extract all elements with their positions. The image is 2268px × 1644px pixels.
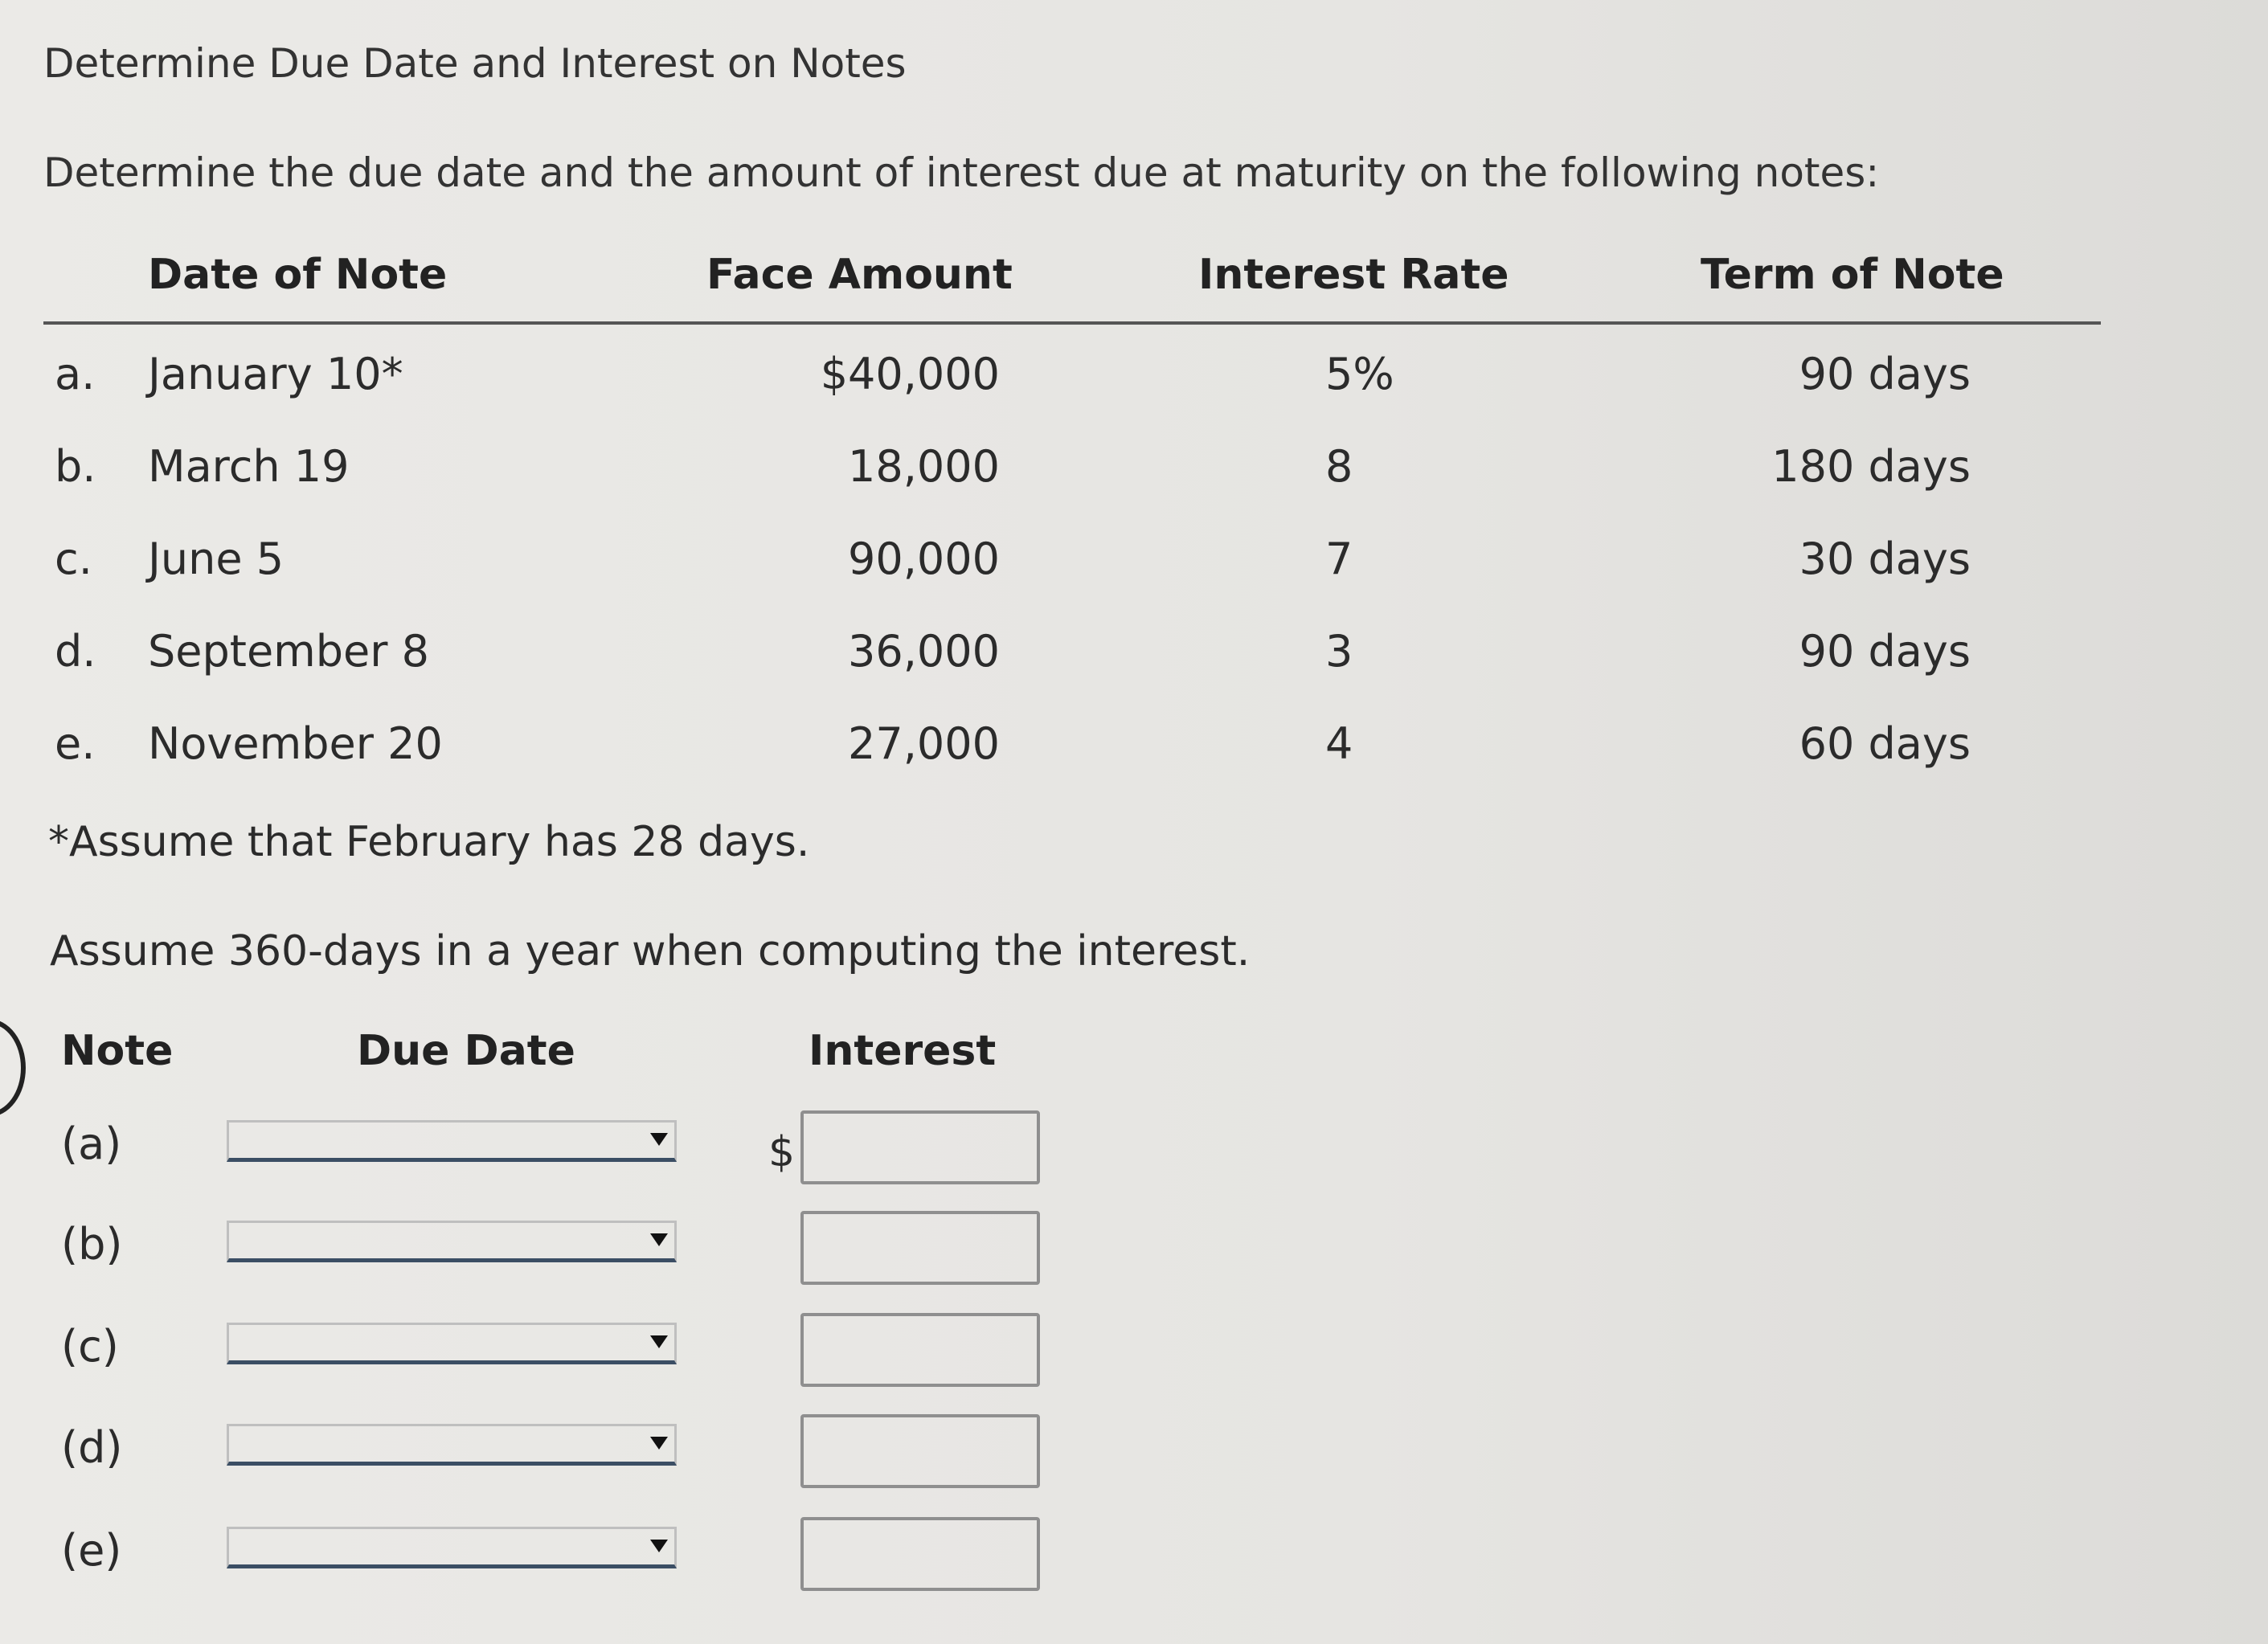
interest-input-b[interactable] — [800, 1211, 1040, 1285]
chevron-down-icon — [650, 1437, 668, 1450]
interest-rate: 7 — [1325, 534, 1353, 584]
answer-row-label: (a) — [61, 1118, 122, 1169]
row-letter: a. — [55, 349, 96, 399]
answer-row-d — [0, 1403, 1125, 1483]
row-letter: c. — [55, 534, 92, 584]
interest-rate: 3 — [1325, 626, 1353, 677]
note-term: 90 days — [1799, 626, 1971, 677]
interest-input-e[interactable] — [800, 1517, 1040, 1591]
due-date-dropdown-c[interactable] — [227, 1323, 677, 1364]
footnote: *Assume that February has 28 days. — [48, 818, 810, 866]
header-interest: Interest — [809, 1027, 997, 1075]
answer-row-a — [0, 1099, 1125, 1180]
table-row — [43, 509, 2101, 602]
answer-row-b — [0, 1200, 1125, 1280]
header-term-of-note: Term of Note — [1701, 251, 2004, 299]
note-date: November 20 — [148, 718, 443, 769]
note-term: 90 days — [1799, 349, 1971, 399]
due-date-dropdown-d[interactable] — [227, 1424, 677, 1466]
table-row — [43, 325, 2101, 417]
chevron-down-icon — [650, 1540, 668, 1552]
note-term: 180 days — [1771, 441, 1971, 492]
interest-input-c[interactable] — [800, 1313, 1040, 1387]
row-letter: e. — [55, 718, 96, 769]
table-row — [43, 694, 2101, 787]
interest-input-d[interactable] — [800, 1414, 1040, 1488]
table-row — [43, 417, 2101, 509]
face-amount: 27,000 — [848, 718, 1000, 769]
note-date: January 10* — [148, 349, 403, 399]
face-amount: $40,000 — [820, 349, 1000, 399]
header-note: Note — [61, 1027, 174, 1075]
interest-rate: 5% — [1325, 349, 1394, 399]
interest-rate: 8 — [1325, 441, 1353, 492]
header-date-of-note: Date of Note — [148, 251, 448, 299]
answer-row-label: (d) — [61, 1422, 123, 1473]
instructions-text: Determine the due date and the amount of interest due at maturity on the following notes: — [43, 149, 1880, 196]
note-date: March 19 — [148, 441, 350, 492]
face-amount: 90,000 — [848, 534, 1000, 584]
notes-table — [43, 233, 2101, 787]
answer-row-label: (e) — [61, 1525, 122, 1576]
due-date-dropdown-a[interactable] — [227, 1120, 677, 1162]
dollar-sign: $ — [768, 1128, 796, 1176]
chevron-down-icon — [650, 1335, 668, 1348]
due-date-dropdown-b[interactable] — [227, 1221, 677, 1262]
header-due-date: Due Date — [357, 1027, 575, 1075]
note-date: September 8 — [148, 626, 429, 677]
answer-row-label: (c) — [61, 1321, 119, 1372]
note-term: 60 days — [1799, 718, 1971, 769]
chevron-down-icon — [650, 1133, 668, 1146]
note-term: 30 days — [1799, 534, 1971, 584]
interest-rate: 4 — [1325, 718, 1353, 769]
row-letter: b. — [55, 441, 96, 492]
answer-row-e — [0, 1506, 1125, 1586]
face-amount: 36,000 — [848, 626, 1000, 677]
chevron-down-icon — [650, 1233, 668, 1246]
assumption-text: Assume 360-days in a year when computing the interest. — [50, 927, 1251, 975]
interest-input-a[interactable] — [800, 1110, 1040, 1184]
note-date: June 5 — [148, 534, 285, 584]
due-date-dropdown-e[interactable] — [227, 1527, 677, 1568]
face-amount: 18,000 — [848, 441, 1000, 492]
header-interest-rate: Interest Rate — [1198, 251, 1509, 299]
answer-row-label: (b) — [61, 1219, 123, 1270]
table-row — [43, 602, 2101, 694]
notes-table-header — [43, 233, 2101, 325]
page-title: Determine Due Date and Interest on Notes — [43, 40, 907, 87]
row-letter: d. — [55, 626, 96, 677]
header-face-amount: Face Amount — [706, 251, 1013, 299]
answer-row-c — [0, 1302, 1125, 1382]
